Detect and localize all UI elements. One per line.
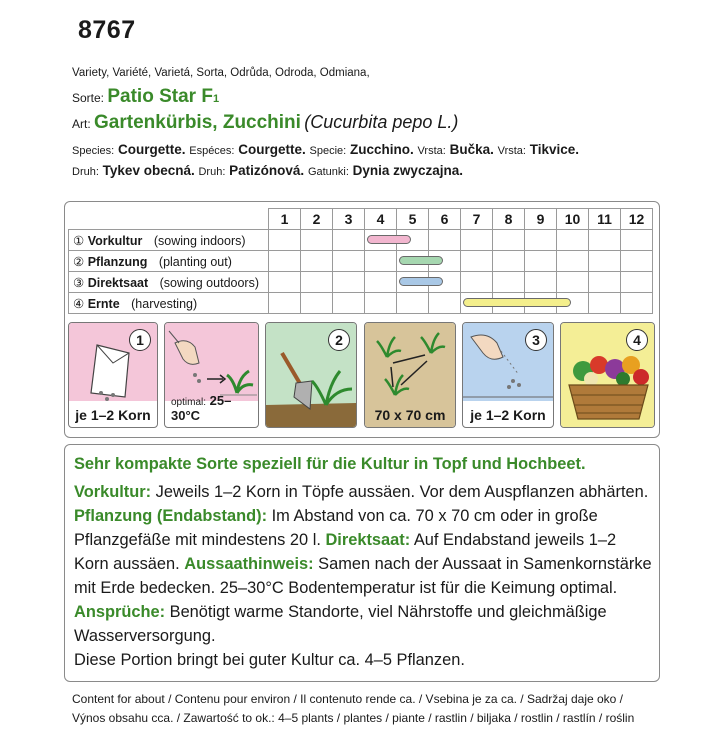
- step-name: Vorkultur: [87, 233, 143, 248]
- step-number: ②: [73, 254, 85, 269]
- aussaat-label: Aussaathinweis:: [184, 555, 314, 573]
- step-name: Ernte: [87, 296, 120, 311]
- druh-label: Druh:: [198, 166, 226, 178]
- picto-germination-temp: [164, 322, 259, 428]
- month-header: 11: [589, 209, 621, 230]
- step-number: ①: [73, 233, 85, 248]
- direktsaat-label: Direktsaat:: [325, 531, 411, 549]
- picto-caption: [171, 393, 258, 423]
- picto-caption: je 1–2 Korn: [470, 407, 546, 423]
- month-header: 5: [397, 209, 429, 230]
- vorkultur-text: Jeweils 1–2 Korn in Töpfe aussäen. Vor dem Auspflanzen abhärten.: [151, 483, 649, 501]
- calendar-bar: [399, 277, 443, 286]
- species-value: Courgette.: [238, 142, 306, 157]
- druh-label: Gatunki:: [307, 166, 349, 178]
- species-label: Species:: [72, 145, 115, 157]
- description-headline: Sehr kompakte Sorte speziell für die Kultur in Topf und Hochbeet.: [74, 455, 586, 473]
- vorkultur-label: Vorkultur:: [74, 483, 152, 501]
- month-header: 8: [493, 209, 525, 230]
- sorte-subscript: 1: [212, 93, 220, 105]
- calendar-bar: [463, 298, 571, 307]
- aussaat-text: Samen nach der Aussaat in Samenkornstärke mit Erde bedecken. 25–30°C Bodentemperatur ist für die Keimung optimal.: [74, 555, 652, 597]
- picto-spacing: [364, 322, 456, 428]
- month-header: 4: [365, 209, 397, 230]
- product-code: 8767: [78, 16, 136, 44]
- portion-text: Diese Portion bringt bei guter Kultur ca. 4–5 Pflanzen.: [74, 651, 465, 669]
- caption-prefix: optimal:: [171, 397, 207, 408]
- picto-caption: je 1–2 Korn: [75, 407, 151, 423]
- step-badge-3: 3: [525, 329, 547, 351]
- footer: [72, 690, 634, 728]
- picto-sowing-outdoors: [462, 322, 554, 428]
- step-badge-2: 2: [328, 329, 350, 351]
- sorte-value: Patio Star F: [107, 86, 213, 107]
- step-name: Pflanzung: [87, 254, 148, 269]
- ansprueche-label: Ansprüche:: [74, 603, 166, 621]
- calendar-row-label: [69, 272, 269, 293]
- ansprueche-text: Benötigt warme Standorte, viel Nährstoffe und gleichmäßige Wasserversorgung.: [74, 603, 607, 645]
- calendar-bar: [399, 256, 443, 265]
- pflanzung-label: Pflanzung (Endabstand):: [74, 507, 268, 525]
- direktsaat-text: Auf Endabstand jeweils 1–2 Korn aussäen.: [74, 531, 617, 573]
- month-header: 9: [525, 209, 557, 230]
- art-value: Gartenkürbis, Zucchini: [94, 112, 301, 133]
- picto-harvest: [560, 322, 655, 428]
- step-name: Direktsaat: [87, 275, 149, 290]
- month-header: 7: [461, 209, 493, 230]
- picto-caption: 70 x 70 cm: [374, 407, 446, 423]
- species-value: Courgette.: [117, 142, 186, 157]
- druh-value: Tykev obecná.: [102, 163, 195, 178]
- pflanzung-text: Im Abstand von ca. 70 x 70 cm oder in große Pflanzgefäße mit mindestens 20 l.: [74, 507, 598, 549]
- calendar-row-label: [69, 230, 269, 251]
- calendar-row-label: [69, 293, 269, 314]
- art-line: [72, 112, 458, 134]
- footer-line-2: Výnos obsahu cca. / Zawartość to ok.: 4–5 plants / plantes / piante / rastlin / biljaka / rostlin / rastlín / roślin: [72, 711, 635, 725]
- description-body: [74, 480, 654, 648]
- step-badge-4: 4: [626, 329, 648, 351]
- footer-line-1: Content for about / Contenu pour environ / Il contenuto rende ca. / Vsebina je za ca. / Sadržaj daje oko /: [72, 692, 624, 706]
- species-label: Vrsta:: [417, 145, 446, 157]
- picto-sowing-indoors: [68, 322, 158, 428]
- sorte-line: [72, 86, 219, 108]
- species-value: Tikvice.: [529, 142, 580, 157]
- month-header: 6: [429, 209, 461, 230]
- art-label: Art:: [72, 117, 91, 131]
- month-header: 10: [557, 209, 589, 230]
- step-note: (harvesting): [131, 296, 198, 311]
- species-label: Espéces:: [189, 145, 235, 157]
- art-latin: (Cucurbita pepo L.): [304, 112, 459, 132]
- month-header: 2: [301, 209, 333, 230]
- variety-line: Variety, Variété, Varietá, Sorta, Odrůda, Odroda, Odmiana,: [72, 67, 370, 79]
- druh-value: Patizónová.: [229, 163, 305, 178]
- step-note: (sowing outdoors): [159, 275, 259, 290]
- step-number: ④: [73, 296, 85, 311]
- month-header: 3: [333, 209, 365, 230]
- species-value: Zucchino.: [349, 142, 414, 157]
- sorte-label: Sorte:: [72, 91, 105, 105]
- species-label: Vrsta:: [497, 145, 526, 157]
- step-number: ③: [73, 275, 85, 290]
- description-text: [74, 452, 654, 672]
- species-value: Bučka.: [449, 142, 494, 157]
- month-header: 12: [621, 209, 653, 230]
- step-note: (sowing indoors): [153, 233, 246, 248]
- month-header: 1: [269, 209, 301, 230]
- calendar-bar: [367, 235, 411, 244]
- step-badge-1: 1: [129, 329, 151, 351]
- caption-value: 25–30°C: [171, 393, 232, 423]
- druh-line: [72, 163, 463, 178]
- species-line: [72, 142, 579, 157]
- calendar-row-pflanzung: [69, 251, 653, 272]
- hand-seed-sprout-icon: [165, 323, 259, 403]
- step-note: (planting out): [158, 254, 232, 269]
- plant-spacing-icon: [365, 323, 456, 403]
- calendar-row-label: [69, 251, 269, 272]
- druh-value: Dynia zwyczajna.: [352, 163, 463, 178]
- picto-planting-out: [265, 322, 357, 428]
- calendar-row-vorkultur: [69, 230, 653, 251]
- species-label: Specie:: [309, 145, 347, 157]
- druh-label: Druh:: [72, 166, 99, 178]
- calendar-corner: [69, 209, 269, 230]
- calendar-row-direktsaat: [69, 272, 653, 293]
